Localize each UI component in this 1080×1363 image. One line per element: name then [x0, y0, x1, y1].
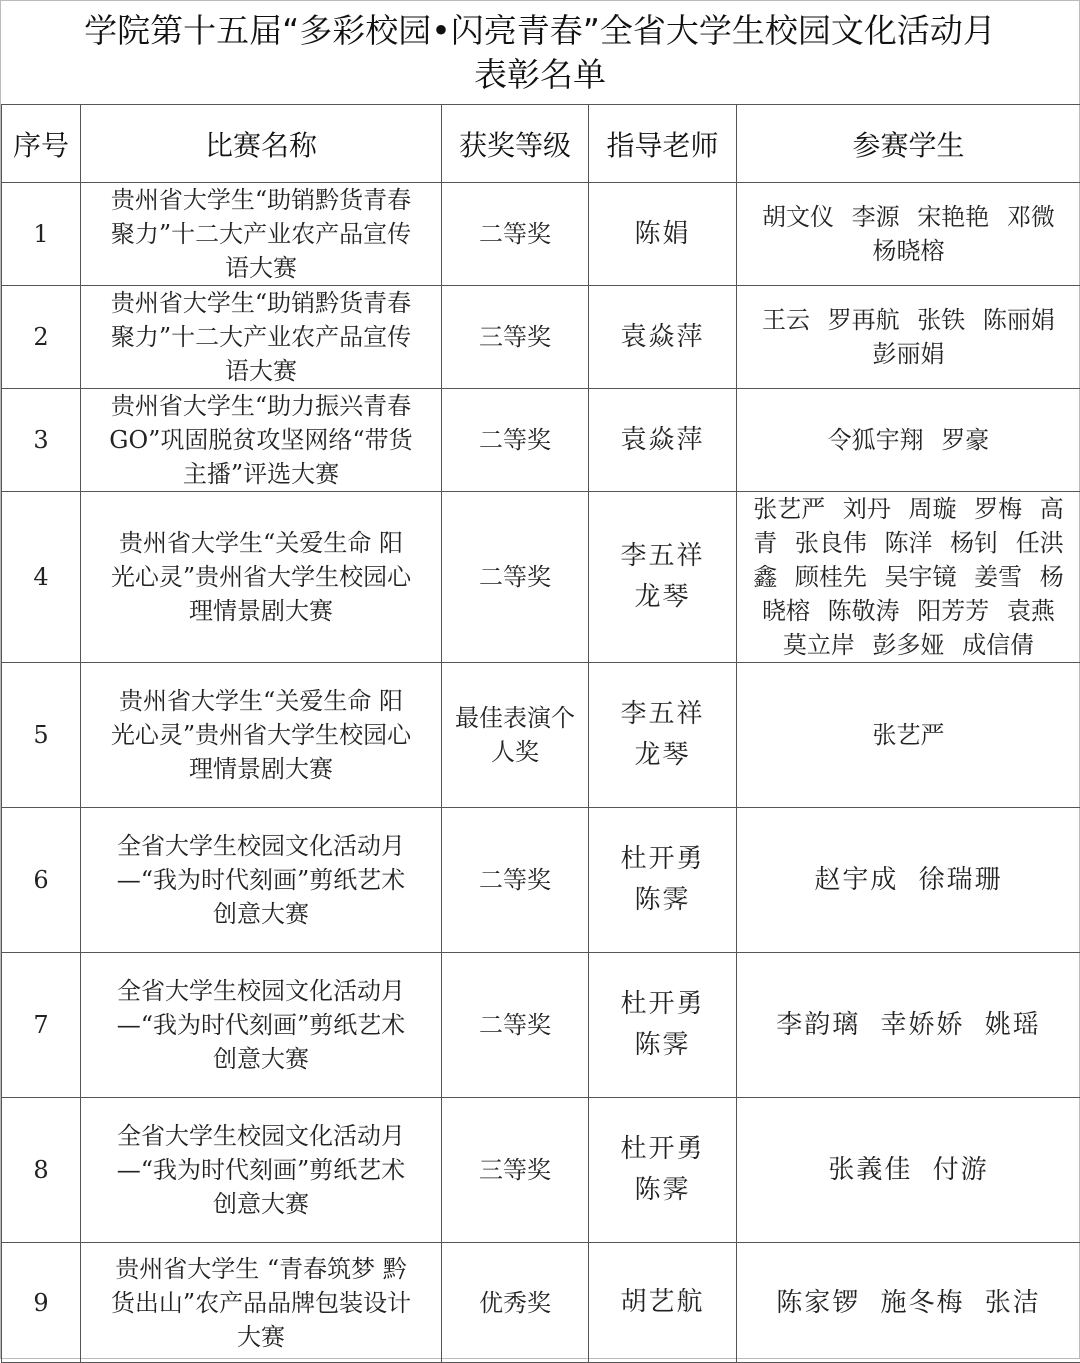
cell-award — [442, 1098, 589, 1243]
award-table — [1, 104, 1080, 1363]
cell-teacher — [589, 1098, 737, 1243]
cell-index: 6 — [2, 808, 81, 953]
cell-line: 贵州省大学生“关爱生命 阳 — [83, 526, 439, 560]
cell-line: 令狐宇翔 罗豪 — [739, 423, 1078, 457]
header-award: 获奖等级 — [442, 105, 589, 183]
cell-line: 创意大赛 — [83, 1187, 439, 1221]
table-row — [2, 389, 1080, 492]
cell-line: —“我为时代刻画”剪纸艺术 — [83, 1153, 439, 1187]
cell-index: 8 — [2, 1098, 81, 1243]
cell-line: 全省大学生校园文化活动月 — [83, 829, 439, 863]
cell-index: 4 — [2, 492, 81, 663]
cell-line: 陈霁 — [591, 1025, 734, 1066]
cell-line: 聚力”十二大产业农产品宣传 — [83, 217, 439, 251]
cell-students — [737, 286, 1080, 389]
cell-competition — [81, 808, 442, 953]
cell-line: 胡文仪 李源 宋艳艳 邓微 — [739, 200, 1078, 234]
cell-line: 语大赛 — [83, 251, 439, 285]
cell-line: 龙琴 — [591, 735, 734, 776]
cell-teacher — [589, 808, 737, 953]
cell-line: 二等奖 — [444, 863, 586, 897]
cell-teacher — [589, 183, 737, 286]
cell-line: 杨晓榕 — [739, 234, 1078, 268]
cell-index: 2 — [2, 286, 81, 389]
cell-line: 创意大赛 — [83, 1042, 439, 1076]
cell-line: 大赛 — [83, 1320, 439, 1354]
cell-teacher — [589, 953, 737, 1098]
table-row — [2, 183, 1080, 286]
cell-line: 杜开勇 — [591, 984, 734, 1025]
cell-line: 贵州省大学生“助销黔货青春 — [83, 183, 439, 217]
cell-line: 光心灵”贵州省大学生校园心 — [83, 718, 439, 752]
cell-line: 王云 罗再航 张铁 陈丽娟 — [739, 303, 1078, 337]
cell-award — [442, 808, 589, 953]
cell-line: 袁焱萍 — [591, 317, 734, 358]
header-index: 序号 — [2, 105, 81, 183]
title-line-1: 学院第十五届“多彩校园•闪亮青春”全省大学生校园文化活动月 — [1, 9, 1079, 53]
cell-award — [442, 286, 589, 389]
cell-line: 陈霁 — [591, 1170, 734, 1211]
table-row — [2, 1098, 1080, 1243]
cell-line: 贵州省大学生“助力振兴青春 — [83, 389, 439, 423]
cell-students — [737, 953, 1080, 1098]
header-teacher: 指导老师 — [589, 105, 737, 183]
cell-award — [442, 492, 589, 663]
cell-line: —“我为时代刻画”剪纸艺术 — [83, 863, 439, 897]
cell-students — [737, 1243, 1080, 1363]
cell-competition — [81, 1098, 442, 1243]
cell-line: 陈娟 — [591, 214, 734, 255]
cell-line: 张艺严 — [739, 718, 1078, 752]
cell-line: 三等奖 — [444, 320, 586, 354]
cell-line: 主播”评选大赛 — [83, 457, 439, 491]
cell-line: 理情景剧大赛 — [83, 594, 439, 628]
cell-line: 理情景剧大赛 — [83, 752, 439, 786]
cell-line: 鑫 顾桂先 吴宇镜 姜雪 杨 — [739, 560, 1078, 594]
cell-line: —“我为时代刻画”剪纸艺术 — [83, 1008, 439, 1042]
cell-line: 胡艺航 — [591, 1282, 734, 1323]
cell-line: 贵州省大学生 “青春筑梦 黔 — [83, 1252, 439, 1286]
cell-teacher — [589, 389, 737, 492]
cell-line: 彭丽娟 — [739, 337, 1078, 371]
cell-award — [442, 389, 589, 492]
cell-line: 袁焱萍 — [591, 420, 734, 461]
cell-line: 李五祥 — [591, 694, 734, 735]
header-students: 参赛学生 — [737, 105, 1080, 183]
cell-students — [737, 492, 1080, 663]
cell-students — [737, 663, 1080, 808]
cell-competition — [81, 953, 442, 1098]
cell-line: 龙琴 — [591, 577, 734, 618]
table-row — [2, 953, 1080, 1098]
cell-students — [737, 389, 1080, 492]
cell-line: 贵州省大学生“助销黔货青春 — [83, 286, 439, 320]
cell-students — [737, 183, 1080, 286]
cell-line: 二等奖 — [444, 423, 586, 457]
cell-index: 5 — [2, 663, 81, 808]
cell-line: 二等奖 — [444, 560, 586, 594]
cell-line: 最佳表演个 — [444, 701, 586, 735]
cell-line: 三等奖 — [444, 1153, 586, 1187]
cell-line: 陈家锣 施冬梅 张洁 — [739, 1286, 1078, 1320]
cell-line: 晓榕 陈敬涛 阳芳芳 袁燕 — [739, 594, 1078, 628]
cell-students — [737, 808, 1080, 953]
table-body — [2, 183, 1080, 1363]
cell-line: 二等奖 — [444, 1008, 586, 1042]
document-title — [1, 1, 1079, 104]
cell-teacher — [589, 1243, 737, 1363]
cell-teacher — [589, 492, 737, 663]
table-row — [2, 663, 1080, 808]
cell-line: 赵宇成 徐瑞珊 — [739, 863, 1078, 897]
cell-line: 优秀奖 — [444, 1286, 586, 1320]
table-row — [2, 808, 1080, 953]
cell-line: 聚力”十二大产业农产品宣传 — [83, 320, 439, 354]
cell-line: 语大赛 — [83, 354, 439, 388]
table-row — [2, 286, 1080, 389]
cell-award — [442, 663, 589, 808]
title-line-2: 表彰名单 — [1, 53, 1079, 97]
cell-line: 人奖 — [444, 735, 586, 769]
table-row — [2, 492, 1080, 663]
cell-line: 光心灵”贵州省大学生校园心 — [83, 560, 439, 594]
cell-teacher — [589, 663, 737, 808]
cell-line: 货出山”农产品品牌包装设计 — [83, 1286, 439, 1320]
cell-line: 贵州省大学生“关爱生命 阳 — [83, 684, 439, 718]
cell-students — [737, 1098, 1080, 1243]
cell-award — [442, 953, 589, 1098]
cell-line: 青 张良伟 陈洋 杨钊 任洪 — [739, 526, 1078, 560]
cell-line: 杜开勇 — [591, 839, 734, 880]
cell-index: 3 — [2, 389, 81, 492]
cell-line: 莫立岸 彭多娅 成信倩 — [739, 628, 1078, 662]
table-row — [2, 1243, 1080, 1363]
cell-line: 张艺严 刘丹 周璇 罗梅 高 — [739, 492, 1078, 526]
cell-line: 杜开勇 — [591, 1129, 734, 1170]
cell-competition — [81, 389, 442, 492]
cell-line: 二等奖 — [444, 217, 586, 251]
cell-line: 李韵璃 幸娇娇 姚瑶 — [739, 1008, 1078, 1042]
cell-competition — [81, 1243, 442, 1363]
cell-competition — [81, 663, 442, 808]
cell-line: 张義佳 付游 — [739, 1153, 1078, 1187]
table-header-row — [2, 105, 1080, 183]
cell-line: GO”巩固脱贫攻坚网络“带货 — [83, 423, 439, 457]
cell-index: 7 — [2, 953, 81, 1098]
cell-competition — [81, 183, 442, 286]
cell-line: 全省大学生校园文化活动月 — [83, 974, 439, 1008]
cell-teacher — [589, 286, 737, 389]
cell-line: 李五祥 — [591, 536, 734, 577]
cell-award — [442, 183, 589, 286]
header-competition: 比赛名称 — [81, 105, 442, 183]
cell-competition — [81, 492, 442, 663]
cell-index: 9 — [2, 1243, 81, 1363]
cell-line: 创意大赛 — [83, 897, 439, 931]
cell-index: 1 — [2, 183, 81, 286]
cell-line: 全省大学生校园文化活动月 — [83, 1119, 439, 1153]
cell-competition — [81, 286, 442, 389]
cell-line: 陈霁 — [591, 880, 734, 921]
cell-award — [442, 1243, 589, 1363]
